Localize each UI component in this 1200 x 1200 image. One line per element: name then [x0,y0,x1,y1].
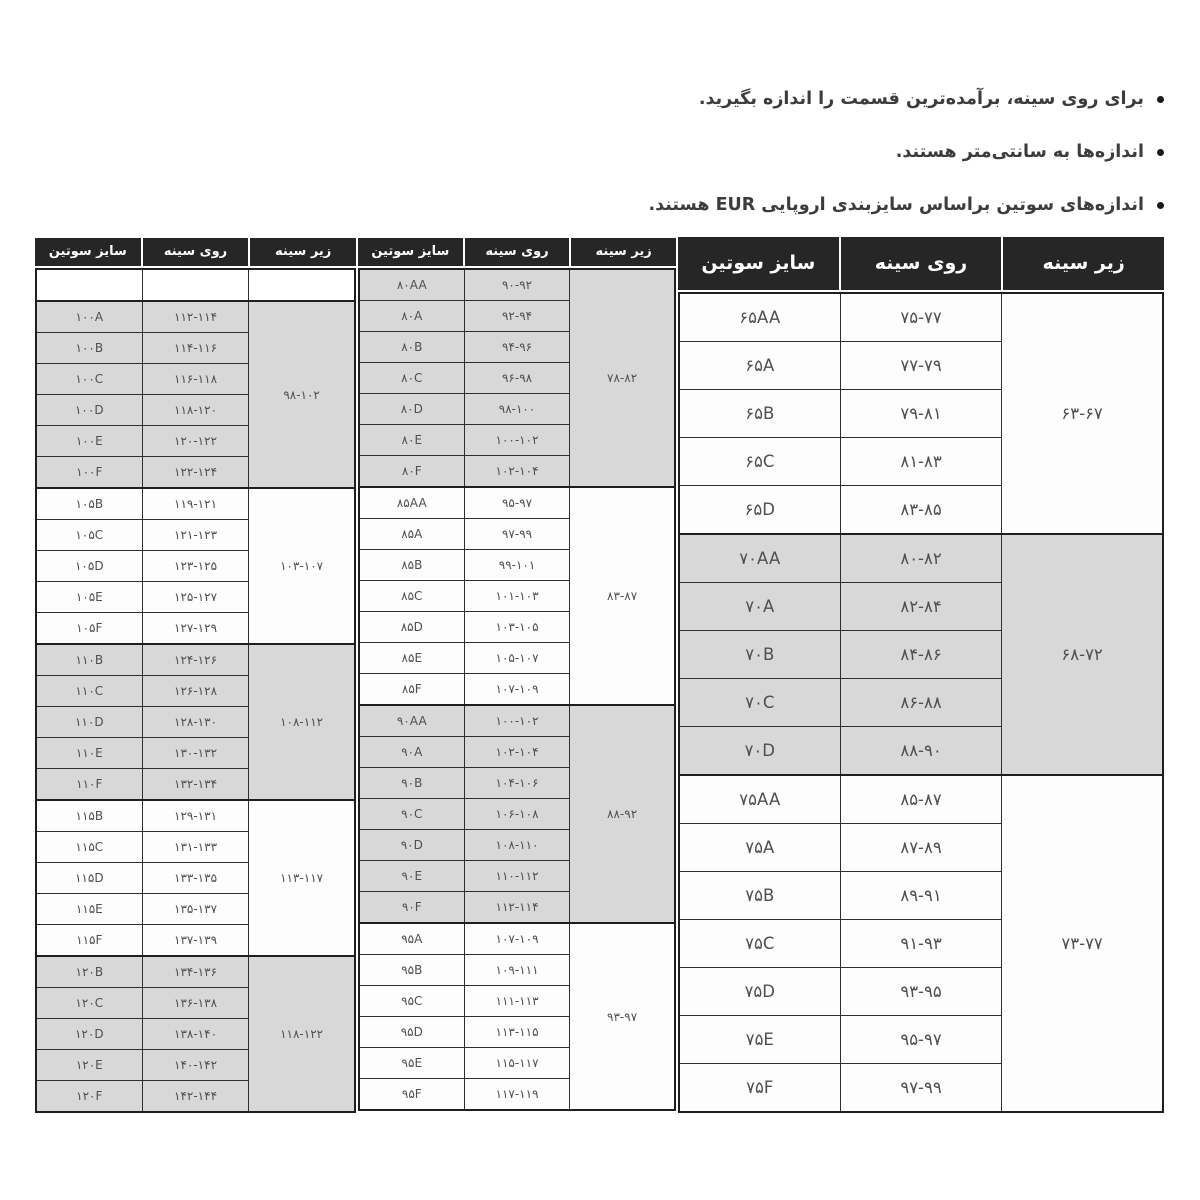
empty-cell [249,269,355,301]
bra-size-cell: ۹۰C [359,799,464,830]
bust-range-cell: ۱۰۲-۱۰۴ [464,737,569,768]
empty-spacer-row [36,269,355,301]
bra-size-cell: ۱۲۰E [36,1050,142,1081]
bra-size-cell: ۱۰۰F [36,457,142,489]
bra-size-cell: ۱۱۵E [36,894,142,925]
bust-range-cell: ۱۳۲-۱۳۴ [142,769,248,801]
bust-range-cell: ۱۳۰-۱۳۲ [142,738,248,769]
bra-size-cell: ۷۰C [679,679,840,727]
note-text: برای روی سینه، برآمده‌ترین قسمت را اندازه بگیرید. [698,89,1144,109]
bra-size-cell: ۱۱۵D [36,863,142,894]
underbust-range-cell: ۶۸-۷۲ [1002,534,1163,775]
bust-range-cell: ۱۲۵-۱۲۷ [142,582,248,613]
table-row [679,775,1163,824]
bust-range-cell: ۱۰۸-۱۱۰ [464,830,569,861]
bust-range-cell: ۸۴-۸۶ [840,631,1001,679]
bra-size-cell: ۱۲۰D [36,1019,142,1050]
bust-range-cell: ۱۱۶-۱۱۸ [142,364,248,395]
bra-size-cell: ۸۰D [359,394,464,425]
bust-range-cell: ۱۱۹-۱۲۱ [142,488,248,520]
bra-size-cell: ۹۵E [359,1048,464,1079]
bust-range-cell: ۹۹-۱۰۱ [464,550,569,581]
bra-size-cell: ۸۵C [359,581,464,612]
table-row [36,301,355,333]
bust-range-cell: ۸۶-۸۸ [840,679,1001,727]
bust-range-cell: ۱۳۷-۱۳۹ [142,925,248,957]
bra-size-cell: ۱۰۰A [36,301,142,333]
note-text: اندازه‌های سوتین براساس سایزبندی اروپایی EUR هستند. [648,195,1144,215]
bra-size-cell: ۱۰۰B [36,333,142,364]
empty-cell [142,269,248,301]
bust-range-cell: ۱۱۰-۱۱۲ [464,861,569,892]
bust-range-cell: ۱۰۴-۱۰۶ [464,768,569,799]
underbust-range-cell: ۱۱۸-۱۲۲ [249,956,355,1112]
bra-size-cell: ۸۵F [359,674,464,706]
bust-range-cell: ۱۰۹-۱۱۱ [464,955,569,986]
empty-cell [36,269,142,301]
bra-size-cell: ۶۵D [679,486,840,535]
bust-range-cell: ۸۸-۹۰ [840,727,1001,776]
table-header-row [678,237,1164,290]
bra-size-cell: ۷۵E [679,1016,840,1064]
bust-range-cell: ۱۲۸-۱۳۰ [142,707,248,738]
column-header-size: سایز سوتین [358,238,463,266]
bust-range-cell: ۱۴۲-۱۴۴ [142,1081,248,1113]
bra-size-cell: ۹۰A [359,737,464,768]
column-header-underbust: زیر سینه [1003,237,1164,290]
bra-size-cell: ۱۰۵C [36,520,142,551]
bust-range-cell: ۱۲۷-۱۲۹ [142,613,248,645]
table-row [679,534,1163,583]
bust-range-cell: ۱۰۶-۱۰۸ [464,799,569,830]
bust-range-cell: ۱۲۶-۱۲۸ [142,676,248,707]
bra-size-cell: ۹۰E [359,861,464,892]
bra-size-cell: ۷۵D [679,968,840,1016]
bra-size-cell: ۱۰۰C [36,364,142,395]
underbust-range-cell: ۷۸-۸۲ [570,269,675,487]
bust-range-cell: ۱۰۰-۱۰۲ [464,705,569,737]
table-header-row [35,238,356,266]
column-header-underbust: زیر سینه [571,238,676,266]
column-header-bust: روی سینه [465,238,570,266]
size-table-body [678,292,1164,1113]
bra-size-cell: ۹۵B [359,955,464,986]
bra-size-cell: ۸۰C [359,363,464,394]
bust-range-cell: ۹۶-۹۸ [464,363,569,394]
underbust-range-cell: ۱۰۳-۱۰۷ [249,488,355,644]
bra-size-cell: ۱۱۰C [36,676,142,707]
bust-range-cell: ۱۳۳-۱۳۵ [142,863,248,894]
bust-range-cell: ۷۷-۷۹ [840,342,1001,390]
bust-range-cell: ۱۴۰-۱۴۲ [142,1050,248,1081]
bullet-dot [1157,96,1164,103]
bra-size-cell: ۶۵C [679,438,840,486]
bust-range-cell: ۱۱۲-۱۱۴ [464,892,569,924]
bra-size-cell: ۷۵A [679,824,840,872]
note-item [648,192,1164,219]
bra-size-cell: ۸۰A [359,301,464,332]
table-header-row [358,238,676,266]
bust-range-cell: ۹۰-۹۲ [464,269,569,301]
size-table-band-65-75 [678,237,1164,1113]
bust-range-cell: ۱۲۱-۱۲۳ [142,520,248,551]
notes-list [648,86,1164,245]
underbust-range-cell: ۹۳-۹۷ [570,923,675,1110]
bra-size-cell: ۹۵C [359,986,464,1017]
bust-range-cell: ۱۰۵-۱۰۷ [464,643,569,674]
bust-range-cell: ۱۱۳-۱۱۵ [464,1017,569,1048]
bra-size-cell: ۹۵A [359,923,464,955]
bra-size-cell: ۱۰۰D [36,395,142,426]
bra-size-cell: ۱۲۰B [36,956,142,988]
bust-range-cell: ۱۳۸-۱۴۰ [142,1019,248,1050]
size-table-body [358,268,676,1111]
bra-size-cell: ۸۵A [359,519,464,550]
underbust-range-cell: ۸۸-۹۲ [570,705,675,923]
bust-range-cell: ۸۹-۹۱ [840,872,1001,920]
bra-size-cell: ۹۵F [359,1079,464,1111]
column-header-bust: روی سینه [841,237,1002,290]
column-header-underbust: زیر سینه [250,238,356,266]
bust-range-cell: ۱۱۷-۱۱۹ [464,1079,569,1111]
bra-size-cell: ۱۱۵B [36,800,142,832]
bust-range-cell: ۱۱۲-۱۱۴ [142,301,248,333]
size-table-band-100-120 [35,238,356,1113]
bust-range-cell: ۸۱-۸۳ [840,438,1001,486]
bust-range-cell: ۹۷-۹۹ [464,519,569,550]
bust-range-cell: ۷۹-۸۱ [840,390,1001,438]
bra-size-cell: ۸۰F [359,456,464,488]
bra-size-cell: ۶۵B [679,390,840,438]
column-header-size: سایز سوتین [35,238,141,266]
table-row [679,293,1163,342]
bra-size-cell: ۸۵D [359,612,464,643]
bra-size-cell: ۷۵B [679,872,840,920]
bra-size-cell: ۸۵AA [359,487,464,519]
bra-size-cell: ۷۰D [679,727,840,776]
note-item [648,86,1164,113]
bust-range-cell: ۹۴-۹۶ [464,332,569,363]
bust-range-cell: ۱۲۹-۱۳۱ [142,800,248,832]
table-row [36,800,355,832]
column-header-size: سایز سوتین [678,237,839,290]
bust-range-cell: ۸۰-۸۲ [840,534,1001,583]
bra-size-cell: ۷۰AA [679,534,840,583]
bust-range-cell: ۸۳-۸۵ [840,486,1001,535]
table-row [359,487,675,519]
underbust-range-cell: ۹۸-۱۰۲ [249,301,355,488]
note-text: اندازه‌ها به سانتی‌متر هستند. [895,142,1144,162]
bra-size-cell: ۹۰AA [359,705,464,737]
bra-size-cell: ۱۲۰C [36,988,142,1019]
bra-size-cell: ۸۰E [359,425,464,456]
bust-range-cell: ۹۳-۹۵ [840,968,1001,1016]
bra-size-cell: ۹۵D [359,1017,464,1048]
bra-size-cell: ۱۱۵F [36,925,142,957]
bust-range-cell: ۹۵-۹۷ [464,487,569,519]
bust-range-cell: ۱۰۷-۱۰۹ [464,674,569,706]
bra-size-cell: ۶۵A [679,342,840,390]
bra-size-cell: ۹۰F [359,892,464,924]
bust-range-cell: ۱۰۰-۱۰۲ [464,425,569,456]
bust-range-cell: ۱۳۱-۱۳۳ [142,832,248,863]
bra-size-cell: ۱۰۵D [36,551,142,582]
bust-range-cell: ۱۳۴-۱۳۶ [142,956,248,988]
bra-size-cell: ۸۵E [359,643,464,674]
bust-range-cell: ۹۲-۹۴ [464,301,569,332]
table-row [36,488,355,520]
bust-range-cell: ۹۸-۱۰۰ [464,394,569,425]
table-row [36,644,355,676]
underbust-range-cell: ۱۰۸-۱۱۲ [249,644,355,800]
bust-range-cell: ۱۱۵-۱۱۷ [464,1048,569,1079]
bullet-dot [1157,149,1164,156]
bust-range-cell: ۱۲۲-۱۲۴ [142,457,248,489]
table-row [359,923,675,955]
underbust-range-cell: ۷۳-۷۷ [1002,775,1163,1112]
bra-size-cell: ۷۵AA [679,775,840,824]
bust-range-cell: ۱۲۴-۱۲۶ [142,644,248,676]
bra-size-cell: ۸۰AA [359,269,464,301]
bra-size-cell: ۹۰B [359,768,464,799]
bust-range-cell: ۱۰۳-۱۰۵ [464,612,569,643]
bra-size-cell: ۱۲۰F [36,1081,142,1113]
bust-range-cell: ۱۰۱-۱۰۳ [464,581,569,612]
underbust-range-cell: ۸۳-۸۷ [570,487,675,705]
table-row [359,269,675,301]
size-table-body [35,268,356,1113]
bust-range-cell: ۱۱۱-۱۱۳ [464,986,569,1017]
bra-size-cell: ۱۱۰F [36,769,142,801]
size-table-band-80-95 [358,238,676,1111]
underbust-range-cell: ۱۱۳-۱۱۷ [249,800,355,956]
bra-size-cell: ۹۰D [359,830,464,861]
bust-range-cell: ۱۲۰-۱۲۲ [142,426,248,457]
bra-size-cell: ۱۰۰E [36,426,142,457]
bra-size-cell: ۱۱۵C [36,832,142,863]
bra-size-cell: ۷۵C [679,920,840,968]
bra-size-cell: ۱۱۰D [36,707,142,738]
column-header-bust: روی سینه [143,238,249,266]
table-row [359,705,675,737]
bust-range-cell: ۷۵-۷۷ [840,293,1001,342]
bust-range-cell: ۱۰۷-۱۰۹ [464,923,569,955]
bra-size-cell: ۷۰A [679,583,840,631]
bra-size-cell: ۷۵F [679,1064,840,1113]
bust-range-cell: ۸۷-۸۹ [840,824,1001,872]
bust-range-cell: ۹۱-۹۳ [840,920,1001,968]
bra-size-cell: ۸۵B [359,550,464,581]
bust-range-cell: ۱۲۳-۱۲۵ [142,551,248,582]
bra-size-cell: ۶۵AA [679,293,840,342]
bust-range-cell: ۸۲-۸۴ [840,583,1001,631]
bra-size-cell: ۱۰۵E [36,582,142,613]
bra-size-cell: ۷۰B [679,631,840,679]
bust-range-cell: ۸۵-۸۷ [840,775,1001,824]
bust-range-cell: ۱۰۲-۱۰۴ [464,456,569,488]
underbust-range-cell: ۶۳-۶۷ [1002,293,1163,534]
bra-size-cell: ۱۰۵F [36,613,142,645]
table-row [36,956,355,988]
bust-range-cell: ۹۷-۹۹ [840,1064,1001,1113]
bra-size-cell: ۱۰۵B [36,488,142,520]
note-item [648,139,1164,166]
bra-size-cell: ۱۱۰E [36,738,142,769]
bust-range-cell: ۱۱۸-۱۲۰ [142,395,248,426]
bust-range-cell: ۱۳۵-۱۳۷ [142,894,248,925]
bra-size-cell: ۸۰B [359,332,464,363]
bust-range-cell: ۱۱۴-۱۱۶ [142,333,248,364]
bust-range-cell: ۱۳۶-۱۳۸ [142,988,248,1019]
bullet-dot [1157,202,1164,209]
bust-range-cell: ۹۵-۹۷ [840,1016,1001,1064]
bra-size-cell: ۱۱۰B [36,644,142,676]
